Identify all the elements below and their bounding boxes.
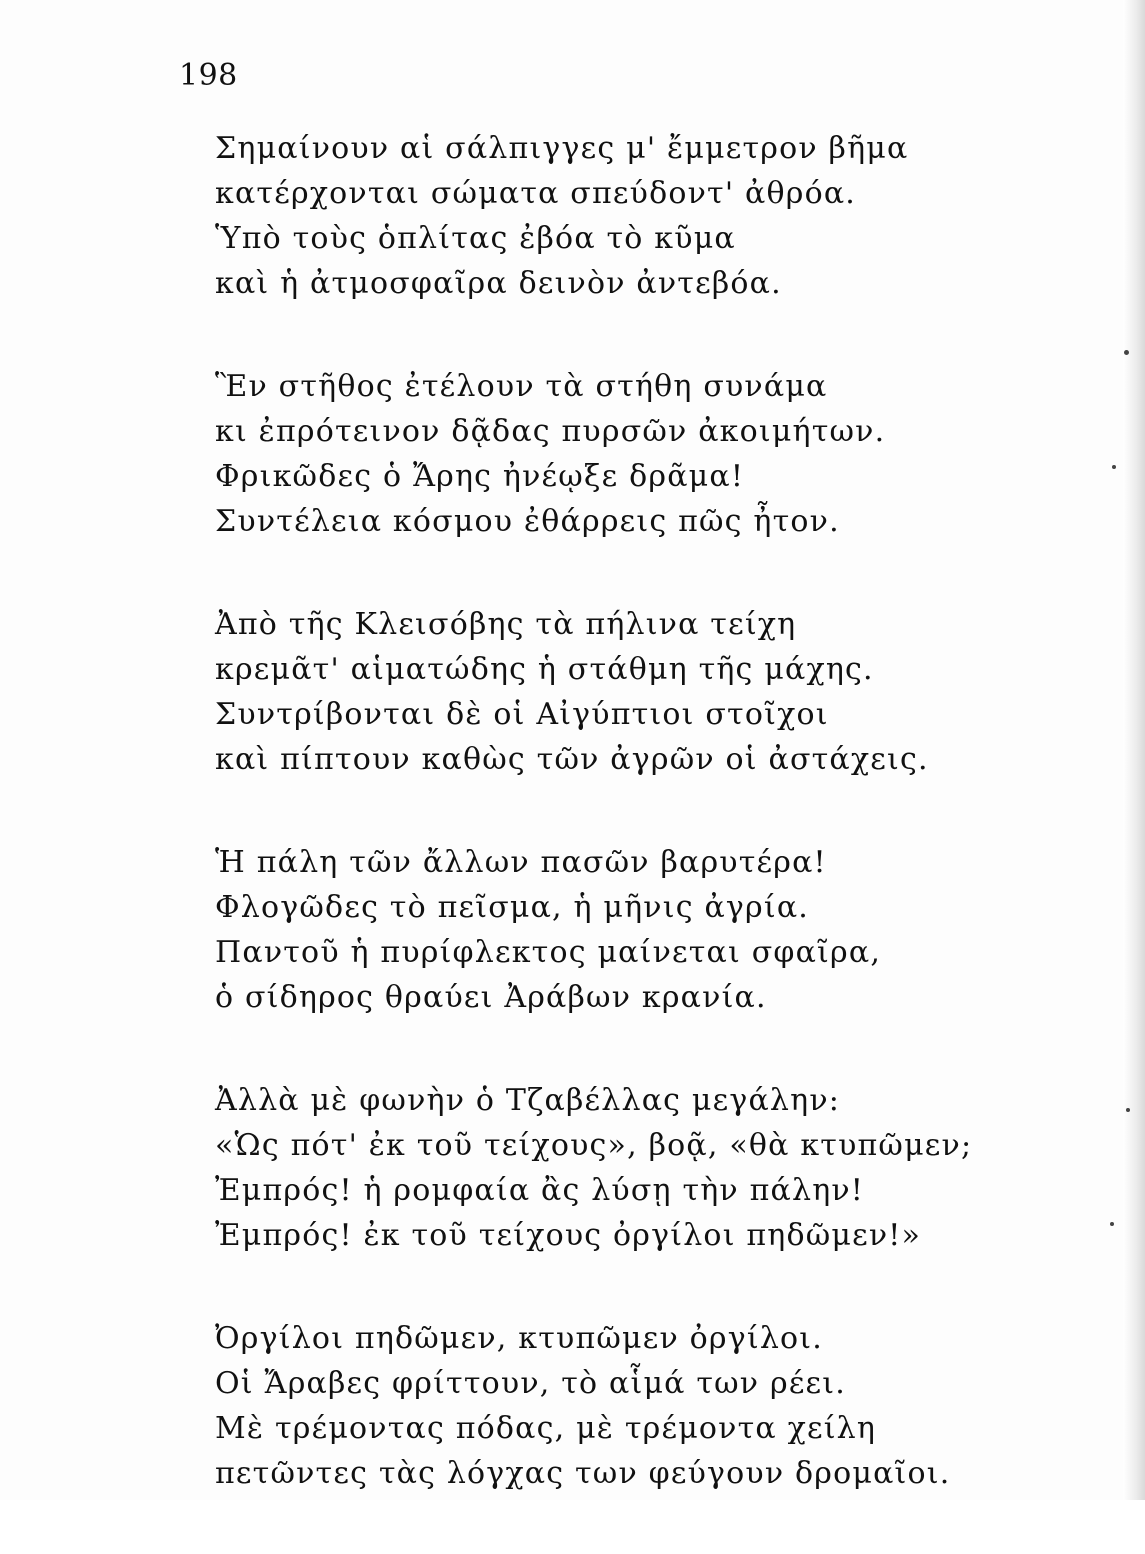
scan-speck (1124, 350, 1129, 355)
stanza-4 (215, 840, 1095, 1020)
poem-line: Ἐμπρός! ἡ ρομφαία ἂς λύσῃ τὴν πάλην! (215, 1173, 865, 1208)
stanza-2 (215, 364, 1095, 544)
poem-line: πετῶντες τὰς λόγχας των φεύγουν δρομαῖοι. (215, 1456, 951, 1491)
scan-speck (1126, 1108, 1130, 1112)
poem-line: Ἓν στῆθος ἐτέλουν τὰ στήθη συνάμα (215, 369, 828, 404)
poem-line: Συντέλεια κόσμου ἐθάρρεις πῶς ἦτον. (215, 504, 840, 539)
poem-line: καὶ ἡ ἀτμοσφαῖρα δεινὸν ἀντεβόα. (215, 266, 782, 301)
poem-line: «Ὡς πότ' ἐκ τοῦ τείχους», βοᾷ, «θὰ κτυπῶμεν; (215, 1128, 973, 1163)
scan-speck (1110, 1222, 1114, 1226)
page-number: 198 (179, 58, 238, 93)
stanza-5 (215, 1078, 1095, 1258)
poem-line: κι ἐπρότεινον δᾷδας πυρσῶν ἀκοιμήτων. (215, 414, 886, 449)
poem-line: Συντρίβονται δὲ οἱ Αἰγύπτιοι στοῖχοι (215, 697, 829, 732)
poem-line: Μὲ τρέμοντας πόδας, μὲ τρέμοντα χείλη (215, 1411, 877, 1446)
poem-line: Σημαίνουν αἱ σάλπιγγες μ' ἔμμετρον βῆμα (215, 131, 909, 166)
poem-line: Ἀλλὰ μὲ φωνὴν ὁ Τζαβέλλας μεγάλην: (215, 1083, 841, 1118)
poem-line: Ἡ πάλη τῶν ἄλλων πασῶν βαρυτέρα! (215, 845, 827, 880)
poem-line: κατέρχονται σώματα σπεύδοντ' ἀθρόα. (215, 176, 857, 211)
stanza-6 (215, 1316, 1095, 1496)
poem-line: Ἐμπρός! ἐκ τοῦ τείχους ὀργίλοι πηδῶμεν!» (215, 1218, 922, 1253)
poem-line: Ὑπὸ τοὺς ὁπλίτας ἐβόα τὸ κῦμα (215, 221, 736, 256)
poem-line: Οἱ Ἄραβες φρίττουν, τὸ αἷμά των ρέει. (215, 1366, 846, 1401)
poem-line: Φλογῶδες τὸ πεῖσμα, ἡ μῆνις ἀγρία. (215, 890, 810, 925)
stanza-1 (215, 126, 1095, 306)
stanza-3 (215, 602, 1095, 782)
poem-line: Ἀπὸ τῆς Κλεισόβης τὰ πήλινα τείχη (215, 607, 797, 642)
poem-line: Ὀργίλοι πηδῶμεν, κτυπῶμεν ὀργίλοι. (215, 1321, 824, 1356)
poem (215, 126, 1095, 1554)
page-edge-shadow (1123, 0, 1145, 1500)
poem-line: ὁ σίδηρος θραύει Ἀράβων κρανία. (215, 980, 767, 1015)
poem-line: Φρικῶδες ὁ Ἄρης ἠνέῳξε δρᾶμα! (215, 459, 745, 494)
scan-speck (1112, 465, 1116, 469)
poem-line: κρεμᾶτ' αἱματώδης ἡ στάθμη τῆς μάχης. (215, 652, 874, 687)
poem-line: Παντοῦ ἡ πυρίφλεκτος μαίνεται σφαῖρα, (215, 935, 882, 970)
poem-line: καὶ πίπτουν καθὼς τῶν ἀγρῶν οἱ ἀστάχεις. (215, 742, 929, 777)
